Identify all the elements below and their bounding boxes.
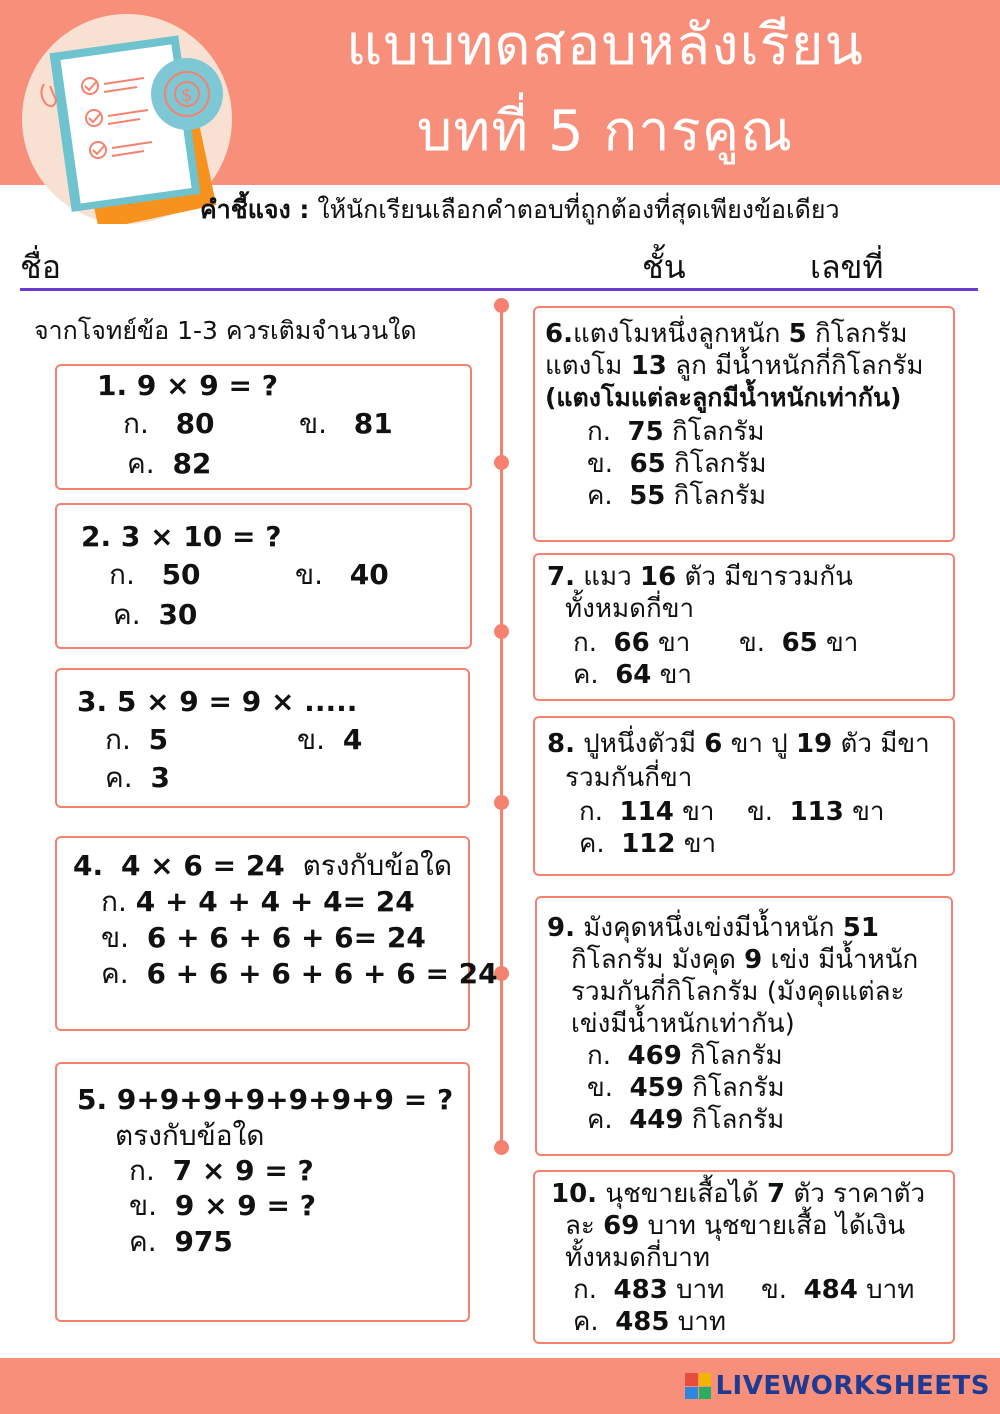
q1-stem: 1. 9 × 9 = ? [97, 369, 278, 402]
number-field-label[interactable]: เลขที่ [810, 248, 884, 286]
page-title-line1: แบบทดสอบหลังเรียน [346, 13, 864, 78]
q6-line2: แตงโม 13 ลูก มีน้ำหนักกี่กิโลกรัม [545, 351, 924, 381]
q2-option-c[interactable]: ค. 30 [113, 598, 198, 631]
q8-option-c[interactable]: ค. 112 ขา [579, 829, 717, 859]
q6-line3: (แตงโมแต่ละลูกมีน้ำหนักเท่ากัน) [545, 383, 902, 412]
q9-line1: 9. มังคุดหนึ่งเข่งมีน้ำหนัก 51 [547, 913, 879, 943]
question-6 [533, 306, 955, 542]
q3-option-a[interactable]: ก. 5 [105, 723, 169, 756]
instructions [200, 192, 985, 228]
center-divider [500, 305, 503, 1150]
q5-stem-2: ตรงกับข้อใด [115, 1119, 265, 1152]
q7-option-c[interactable]: ค. 64 ขา [573, 660, 693, 690]
page-title-line2: บทที่ 5 การคูณ [416, 99, 794, 164]
q8-option-a[interactable]: ก. 114 ขา [579, 797, 715, 827]
q5-option-a[interactable]: ก. 7 × 9 = ? [129, 1154, 314, 1187]
question-4 [55, 836, 498, 1031]
question-8 [533, 716, 955, 876]
q7-option-a[interactable]: ก. 66 ขา [573, 628, 691, 658]
divider-dot [494, 795, 509, 810]
q10-option-a[interactable]: ก. 483 บาท [573, 1275, 725, 1305]
q10-option-c[interactable]: ค. 485 บาท [573, 1307, 726, 1337]
question-5 [55, 1062, 470, 1322]
q2-stem: 2. 3 × 10 = ? [81, 520, 282, 553]
intro-text: จากโจทย์ข้อ 1-3 ควรเติมจำนวนใด [34, 316, 417, 345]
q6-option-c[interactable]: ค. 55 กิโลกรัม [587, 481, 767, 511]
instructions-text: ให้นักเรียนเลือกคำตอบที่ถูกต้องที่สุดเพียงข้อเดียว [317, 195, 840, 224]
name-row-underline [20, 288, 978, 291]
q9-line3: รวมกันกี่กิโลกรัม (มังคุดแต่ละ [571, 977, 905, 1007]
q2-option-a[interactable]: ก. 50 [109, 558, 201, 591]
q4-stem: 4. 4 × 6 = 24 ตรงกับข้อใด [73, 849, 453, 882]
question-9 [535, 896, 953, 1156]
q3-option-c[interactable]: ค. 3 [105, 761, 170, 794]
q7-line1: 7. แมว 16 ตัว มีขารวมกัน [547, 562, 853, 592]
class-field-label[interactable]: ชั้น [642, 248, 686, 286]
q4-option-c[interactable]: ค. 6 + 6 + 6 + 6 + 6 = 24 [101, 957, 498, 990]
q7-option-b[interactable]: ข. 65 ขา [739, 628, 859, 658]
q1-option-c[interactable]: ค. 82 [127, 447, 212, 480]
liveworksheets-logo-icon [685, 1373, 711, 1399]
q1-option-a[interactable]: ก. 80 [123, 407, 215, 440]
q10-line2: ละ 69 บาท นุชขายเสื้อ ได้เงิน [565, 1211, 906, 1241]
q7-line2: ทั้งหมดกี่ขา [565, 594, 695, 624]
q10-line1: 10. นุชขายเสื้อได้ 7 ตัว ราคาตัว [551, 1179, 926, 1209]
q8-line2: รวมกันกี่ขา [565, 763, 693, 793]
q5-option-b[interactable]: ข. 9 × 9 = ? [129, 1189, 316, 1222]
q6-option-a[interactable]: ก. 75 กิโลกรัม [587, 417, 765, 447]
q9-line2: กิโลกรัม มังคุด 9 เข่ง มีน้ำหนัก [571, 945, 919, 975]
question-2 [55, 503, 472, 649]
q10-option-b[interactable]: ข. 484 บาท [761, 1275, 915, 1305]
student-info-row [18, 246, 978, 288]
instructions-lead: คำชี้แจง : [200, 195, 310, 224]
brand-name: LIVEWORKSHEETS [715, 1371, 990, 1401]
q9-line4: เข่งมีน้ำหนักเท่ากัน) [571, 1009, 795, 1039]
question-1 [55, 364, 472, 490]
question-3 [55, 668, 470, 808]
q10-line3: ทั้งหมดกี่บาท [565, 1243, 710, 1273]
svg-text:$: $ [181, 85, 193, 106]
footer-band [0, 1358, 1000, 1414]
q4-option-b[interactable]: ข. 6 + 6 + 6 + 6= 24 [101, 921, 426, 954]
q9-option-a[interactable]: ก. 469 กิโลกรัม [587, 1041, 783, 1071]
divider-dot [494, 455, 509, 470]
q5-stem: 5. 9+9+9+9+9+9+9 = ? [77, 1083, 454, 1116]
q2-option-b[interactable]: ข. 40 [295, 558, 389, 591]
question-10 [533, 1170, 955, 1344]
divider-dot [494, 1140, 509, 1155]
q6-line1: 6.แตงโมหนึ่งลูกหนัก 5 กิโลกรัม [545, 319, 908, 349]
q6-option-b[interactable]: ข. 65 กิโลกรัม [587, 449, 767, 479]
q3-stem: 3. 5 × 9 = 9 × ..... [77, 685, 358, 718]
q1-option-b[interactable]: ข. 81 [299, 407, 393, 440]
q8-option-b[interactable]: ข. 113 ขา [747, 797, 885, 827]
brand-logo[interactable] [685, 1368, 990, 1404]
q3-option-b[interactable]: ข. 4 [297, 723, 363, 756]
question-7 [533, 553, 955, 701]
q9-option-b[interactable]: ข. 459 กิโลกรัม [587, 1073, 785, 1103]
name-field-label[interactable]: ชื่อ [20, 248, 61, 286]
q9-option-c[interactable]: ค. 449 กิโลกรัม [587, 1105, 785, 1135]
divider-dot [494, 298, 509, 313]
q4-option-a[interactable]: ก. 4 + 4 + 4 + 4= 24 [101, 885, 415, 918]
divider-dot [494, 624, 509, 639]
q5-option-c[interactable]: ค. 975 [129, 1225, 233, 1258]
q8-line1: 8. ปูหนึ่งตัวมี 6 ขา ปู 19 ตัว มีขา [547, 729, 930, 759]
